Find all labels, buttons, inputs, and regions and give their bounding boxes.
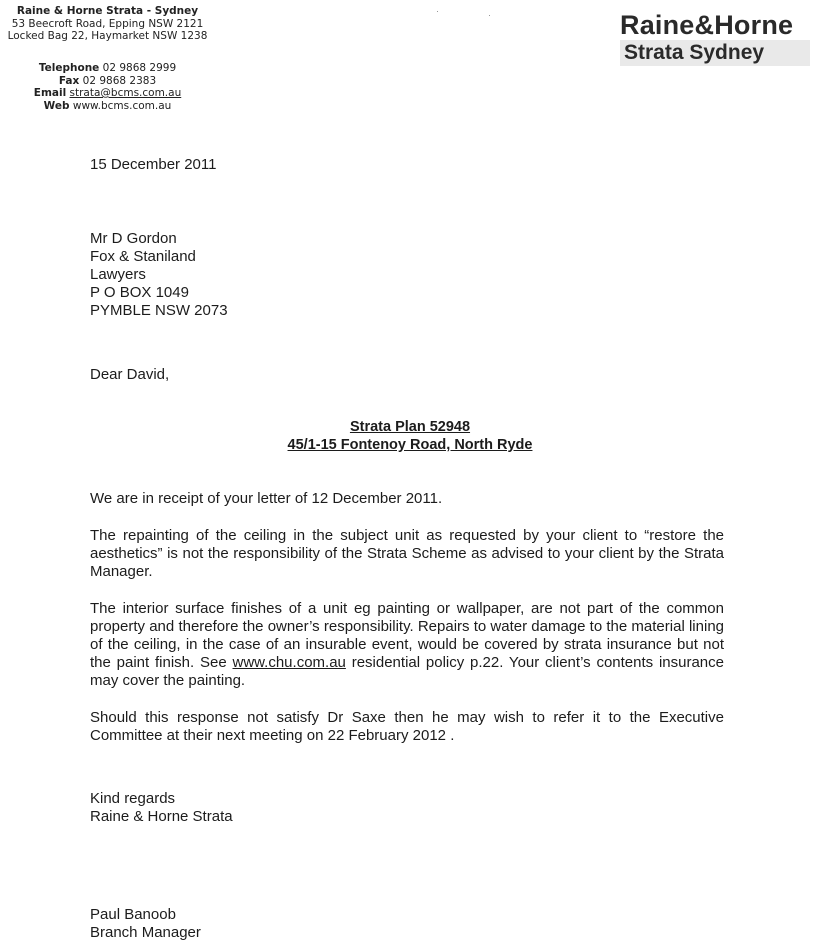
closing-company: Raine & Horne Strata: [90, 808, 233, 825]
recipient-line: PYMBLE NSW 2073: [90, 302, 228, 319]
recipient-line: P O BOX 1049: [90, 284, 189, 301]
paragraph-1: We are in receipt of your letter of 12 December 2011.: [90, 490, 443, 507]
scan-speck: ·: [488, 10, 491, 20]
sender-address-line2: Locked Bag 22, Haymarket NSW 1238: [7, 30, 208, 42]
paragraph-3: [90, 600, 724, 690]
email-link[interactable]: strata@bcms.com.au: [69, 87, 182, 99]
greeting: Dear David,: [90, 366, 170, 383]
fax-value: 02 9868 2383: [82, 74, 157, 87]
recipient-line: Lawyers: [90, 266, 146, 283]
closing: [90, 790, 233, 826]
web-value: www.bcms.com.au: [72, 99, 172, 112]
paragraph-4: Should this response not satisfy Dr Saxe then he may wish to refer it to the Executive Committee at their next meeting on 22 February 2012 .: [90, 709, 724, 744]
paragraph-2: The repainting of the ceiling in the subject unit as requested by your client to “restore the aesthetics” is not the responsibility of the Strata Scheme as advised to your client by the Strata Manager.: [90, 527, 724, 580]
subject-heading: [90, 418, 730, 454]
sender-block: [0, 5, 215, 43]
scan-speck: ·: [436, 6, 439, 16]
subject-line1: Strata Plan 52948: [349, 419, 471, 435]
letter-date: 15 December 2011: [90, 156, 217, 173]
telephone-value: 02 9868 2999: [102, 62, 177, 74]
telephone-label: Telephone: [38, 62, 100, 74]
chu-website-link[interactable]: www.chu.com.au: [232, 654, 346, 671]
logo-brand: Raine&Horne: [620, 10, 794, 40]
recipient-line: Fox & Staniland: [90, 248, 196, 265]
email-line: [0, 87, 215, 100]
signer-title: Branch Manager: [90, 924, 201, 941]
signature-block: [90, 906, 201, 942]
sender-address-line1: 53 Beecroft Road, Epping NSW 2121: [11, 17, 204, 30]
email-label: Email: [33, 87, 67, 99]
telephone-line: [0, 62, 215, 75]
fax-line: [0, 75, 215, 88]
letter-paragraphs: [90, 490, 724, 764]
recipient-line: Mr D Gordon: [90, 230, 177, 247]
sender-name: Raine & Horne Strata - Sydney: [16, 5, 199, 17]
signer-name: Paul Banoob: [90, 906, 176, 923]
web-label: Web: [43, 99, 70, 112]
paragraph-3-text-a: The interior surface finishes of a unit eg painting or wallpaper, are not part of the common property and therefore the owner’s responsibility. Repairs to water damage to the material lining of the ceiling, in the case of an insurable event, would be covered by strata insurance but not the paint finish. See: [90, 600, 724, 671]
recipient-address: [90, 230, 228, 320]
subject-line2: 45/1-15 Fontenoy Road, North Ryde: [287, 437, 533, 453]
fax-label: Fax: [58, 74, 80, 87]
web-line: [0, 100, 215, 113]
company-logo: [620, 10, 820, 66]
paragraph-3-text-b: residential policy p.22. Your client’s contents insurance may cover the painting.: [90, 654, 724, 689]
logo-subtitle: Strata Sydney: [620, 40, 810, 66]
contact-block: [0, 62, 215, 112]
closing-regards: Kind regards: [90, 790, 176, 807]
